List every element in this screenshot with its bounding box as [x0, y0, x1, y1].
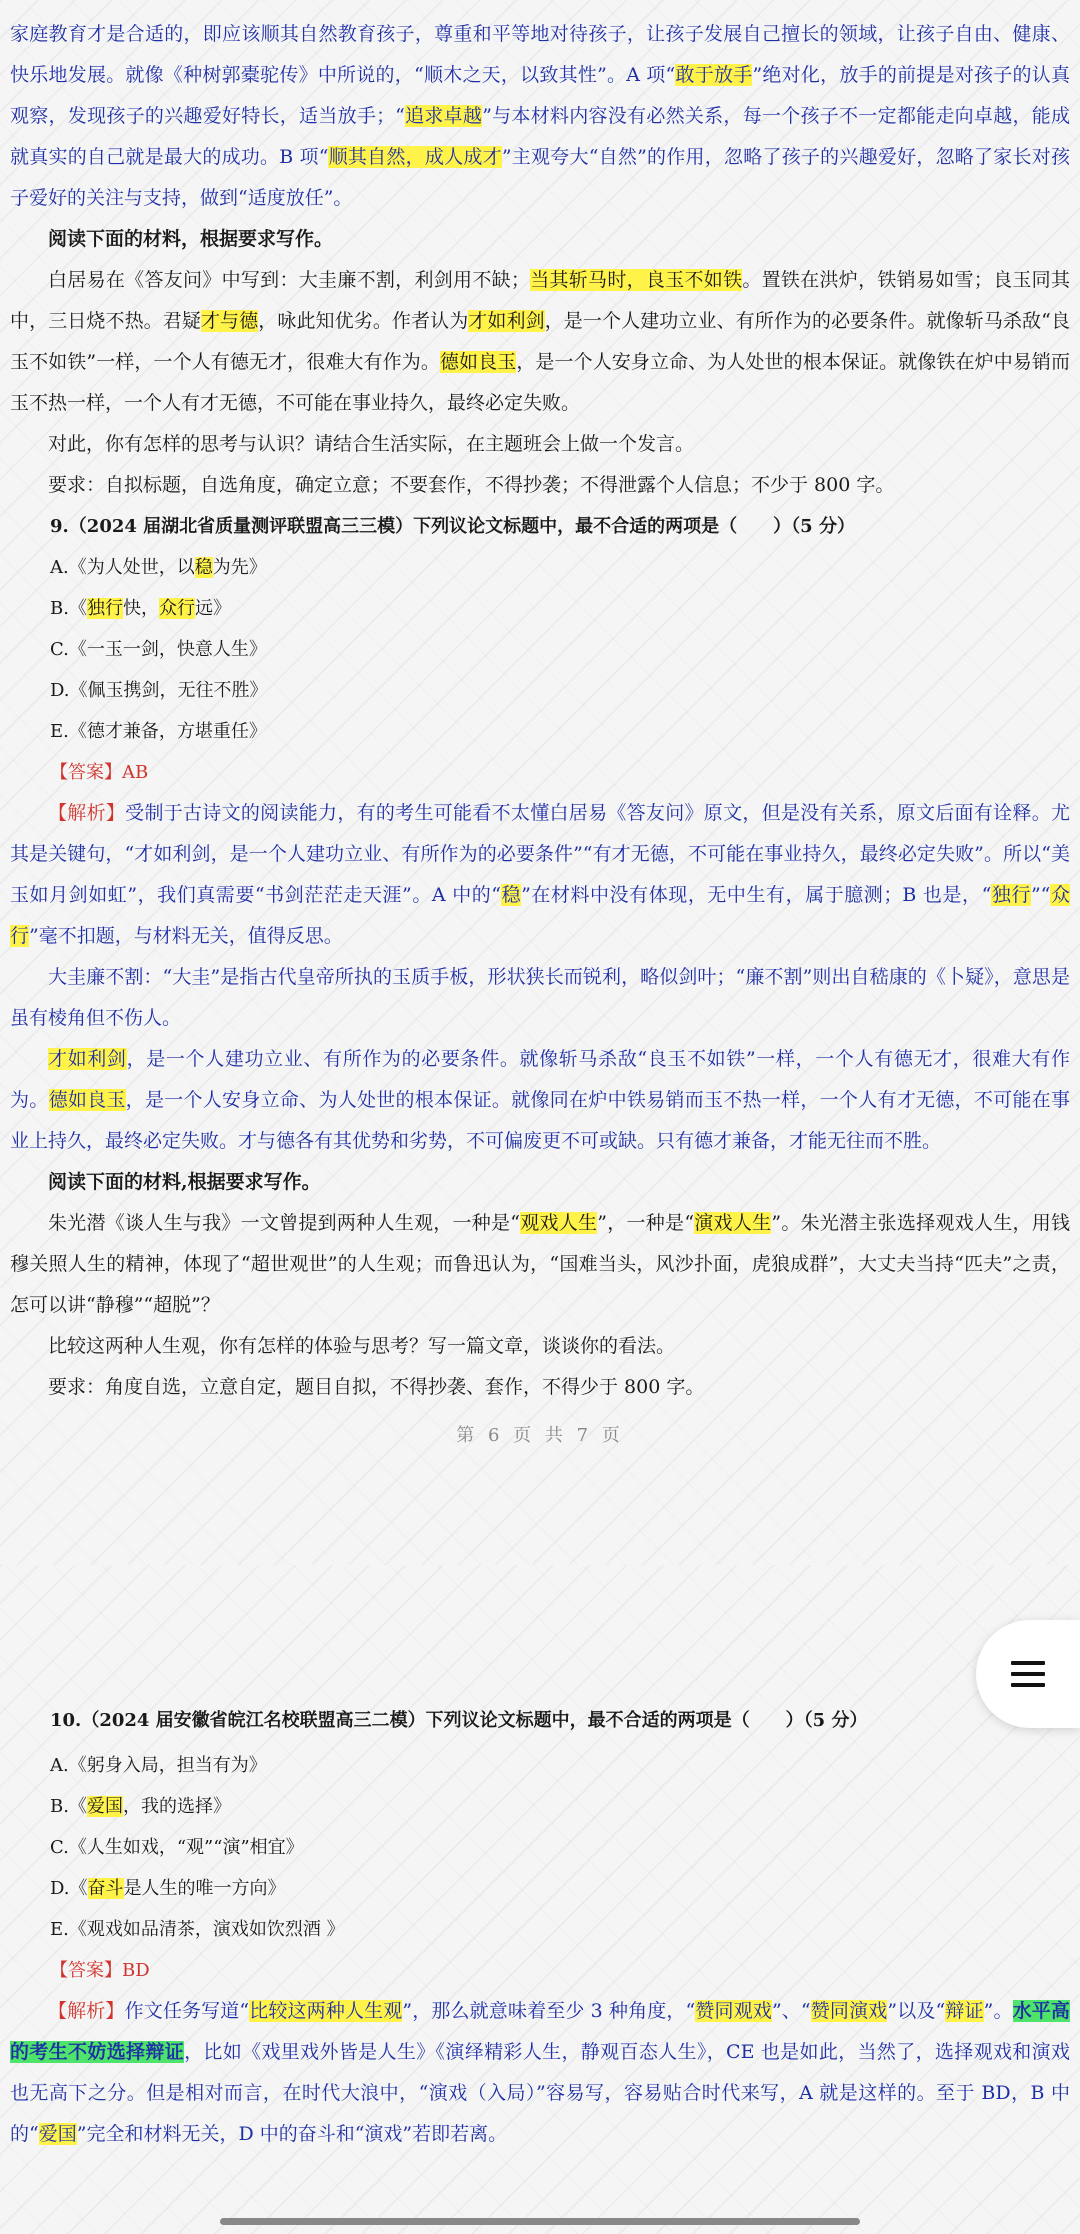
hamburger-menu-icon [1011, 1659, 1045, 1689]
highlighted-text: 爱国 [86, 1796, 123, 1817]
text-run: 为先》 [212, 557, 267, 578]
highlighted-text: 敢于放手 [675, 64, 753, 86]
text-run: ，是一个人安身立命、为人处世的根本保证。就像铁在炉中易销而玉不热一样，一个人有才无德，不可能在事业持久，最终必定失败。 [10, 351, 1070, 414]
text-run: 快， [122, 598, 159, 619]
option-c [10, 629, 1070, 670]
text-run: 是人生的唯一方向》 [123, 1878, 286, 1899]
text-run: ”。 [983, 2000, 1013, 2022]
text-run: ，比如《戏里戏外皆是人生》《演绎精彩人生，静观百态人生》，CE 也是如此，当然了，选择观戏和演戏也无高下之分。但是相对而言，在时代大浪中，“演戏（入局）”容易写，容易贴合时代来写，A 就是这样的。至于 BD，B 中的“ [10, 2041, 1070, 2145]
highlighted-text: 奋斗 [87, 1878, 124, 1899]
text-run: ”主观夸大“自然”的作用，忽略了孩子的兴趣爱好，忽略了家长对孩子爱好的关注与支持，做到“适度放任”。 [10, 146, 1070, 209]
option-a [10, 547, 1070, 588]
text-run: A.《为人处世，以 [50, 557, 195, 578]
highlighted-text: 才如利剑 [468, 310, 545, 332]
question-10-stem: 10.（2024 届安徽省皖江名校联盟高三二模）下列议论文标题中，最不合适的两项是（ ）（5 分） [50, 1710, 868, 1731]
text-run: 家庭教育才是合适的，即应该顺其自然教育孩子，尊重和平等地对待孩子，让孩子发展自己擅长的领域，让孩子自由、健康、快乐地发展。就像《种树郭橐驼传》中所说的，“顺木之天，以致其性”。A 项“ [10, 23, 1070, 86]
highlighted-text: 德如良玉 [48, 1089, 126, 1111]
text-run: ”完全和材料无关，D 中的奋斗和“演戏”若即若离。 [76, 2123, 508, 2145]
text-run: D.《 [50, 1878, 88, 1899]
highlighted-text: 众行 [10, 884, 1070, 947]
text-run: E.《德才兼备，方堪重任》 [50, 721, 267, 742]
option-b [10, 588, 1070, 629]
material-text [10, 260, 1070, 424]
option-e [10, 711, 1070, 752]
answer-label: 【答案】BD [50, 1960, 150, 1981]
text-run: ，我的选择》 [122, 1796, 231, 1817]
text-run: ”，一种是“ [597, 1212, 695, 1234]
text-run: 大圭廉不割：“大圭”是指古代皇帝所执的玉质手板，形状狭长而锐利，略似剑叶；“廉不割”则出自嵇康的《卜疑》，意思是虽有棱角但不伤人。 [10, 966, 1070, 1029]
text-run: ”以及“ [887, 2000, 946, 2022]
answer-label: 【答案】AB [50, 762, 149, 783]
text-run: 受制于古诗文的阅读能力，有的考生可能看不太懂白居易《答友问》原文，但是没有关系，原文后面有诠释。尤其是关键句，“才如利剑，是一个人建功立业、有所作为的必要条件”“有才无德，不可能在事业持久，最终必定失败”。所以“美玉如月剑如虹”，我们真需要“书剑茫茫走天涯”。A 中的“ [10, 802, 1070, 906]
writing-instruction: 阅读下面的材料,根据要求写作。 [48, 1171, 321, 1193]
text-run: 。置铁在洪炉，铁销易如雪；良玉同其中，三日烧不热。君疑 [10, 269, 1070, 332]
highlighted-text: 众行 [158, 598, 195, 619]
text-run: ”。朱光潜主张选择观戏人生，用钱穆关照人生的精神，体现了“超世观世”的人生观；而鲁迅认为，“国难当头，风沙扑面，虎狼成群”，大丈夫当持“匹夫”之责，怎可以讲“静穆”“超脱”？ [10, 1212, 1070, 1316]
menu-button[interactable] [976, 1620, 1080, 1728]
writing-prompt: 比较这两种人生观，你有怎样的体验与思考？写一篇文章，谈谈你的看法。 [48, 1335, 676, 1357]
text-run: B.《 [50, 598, 87, 619]
highlighted-text: 追求卓越 [404, 105, 483, 127]
text-run: 作文任务写道“ [124, 2000, 250, 2022]
option-b [10, 1786, 1070, 1827]
highlighted-text: 当其斩马时，良玉不如铁 [529, 269, 743, 291]
question-9-stem: 9.（2024 届湖北省质量测评联盟高三三模）下列议论文标题中，最不合适的两项是（ ）（5 分） [50, 516, 855, 537]
text-run: ，是一个人建功立业、有所作为的必要条件。就像斩马杀敌“良玉不如铁”一样，一个人有德无才，很难大有作为。 [10, 310, 1070, 373]
text-run: D.《佩玉携剑，无往不胜》 [50, 680, 268, 701]
text-run: A.《躬身入局，担当有为》 [50, 1755, 267, 1776]
text-run: 朱光潜《谈人生与我》一文曾提到两种人生观，一种是“ [48, 1212, 520, 1234]
option-d [10, 670, 1070, 711]
option-c [10, 1827, 1070, 1868]
analysis-paragraph [10, 1991, 1070, 2155]
highlighted-text: 才与德 [200, 310, 259, 332]
option-a [10, 1745, 1070, 1786]
highlighted-text: 辩证 [945, 2000, 984, 2022]
analysis-paragraph [10, 793, 1070, 957]
material-text [10, 1203, 1070, 1326]
highlighted-text: 稳 [501, 884, 522, 906]
text-run: ”毫不扣题，与材料无关，值得反思。 [29, 925, 343, 947]
home-indicator[interactable] [220, 2218, 860, 2225]
page-7 [0, 1565, 1080, 2234]
text-run: ，是一个人安身立命、为人处世的根本保证。就像同在炉中铁易销而玉不热一样，一个人有才无德，不可能在事业上持久，最终必定失败。才与德各有其优势和劣势，不可偏废更不可或缺。只有德才兼备，才能无往而不胜。 [10, 1089, 1070, 1152]
analysis-paragraph [10, 957, 1070, 1039]
text-run: ”“ [1030, 884, 1051, 906]
writing-prompt: 对此，你有怎样的思考与认识？请结合生活实际，在主题班会上做一个发言。 [48, 433, 695, 455]
text-run: ”、“ [771, 2000, 811, 2022]
highlighted-text: 水平高的考生不妨选择辩证 [10, 2000, 1070, 2063]
question-9-options [10, 547, 1070, 752]
highlighted-text: 爱国 [38, 2123, 77, 2145]
highlighted-text: 顺其自然，成人成才 [328, 146, 502, 168]
highlighted-text: 赞同演戏 [810, 2000, 888, 2022]
text-run: B.《 [50, 1796, 87, 1817]
option-d [10, 1868, 1070, 1909]
question-10-options [10, 1745, 1070, 1950]
text-run: ”，那么就意味着至少 3 种角度，“ [402, 2000, 696, 2022]
text-run: C.《人生如戏，“观”“演”相宜》 [50, 1837, 304, 1858]
text-run: ”在材料中没有体现，无中生有，属于臆测；B 也是，“ [521, 884, 992, 906]
analysis-label: 【解析】 [48, 802, 126, 824]
text-run: 远》 [194, 598, 231, 619]
analysis-paragraph [10, 1039, 1070, 1162]
highlighted-text: 赞同观戏 [695, 2000, 772, 2022]
text-run: ，是一个人建功立业、有所作为的必要条件。就像斩马杀敌“良玉不如铁”一样，一个人有德无才，很难大有作为。 [10, 1048, 1070, 1111]
highlighted-text: 观戏人生 [519, 1212, 598, 1234]
highlighted-text: 演戏人生 [694, 1212, 772, 1234]
text-run: C.《一玉一剑，快意人生》 [50, 639, 267, 660]
writing-instruction: 阅读下面的材料，根据要求写作。 [48, 228, 334, 250]
highlighted-text: 才如利剑 [48, 1048, 127, 1070]
writing-requirements: 要求：自拟标题，自选角度，确定立意；不要套作，不得抄袭；不得泄露个人信息；不少于 800 字。 [48, 474, 895, 496]
highlighted-text: 比较这两种人生观 [249, 2000, 403, 2022]
analysis-continued [10, 14, 1070, 219]
text-run: E.《观戏如品清茶，演戏如饮烈酒 》 [50, 1919, 345, 1940]
highlighted-text: 独行 [86, 598, 123, 619]
text-run: ”与本材料内容没有必然关系，每一个孩子不一定都能走向卓越，能成就真实的自己就是最大的成功。B 项“ [10, 105, 1071, 168]
text-run: 白居易在《答友问》中写到：大圭廉不割，利剑用不缺； [48, 269, 530, 291]
writing-requirements: 要求：角度自选，立意自定，题目自拟，不得抄袭、套作，不得少于 800 字。 [48, 1376, 705, 1398]
highlighted-text: 德如良玉 [439, 351, 517, 373]
text-run: ”绝对化，放手的前提是对孩子的认真观察，发现孩子的兴趣爱好特长，适当放手；“ [10, 64, 1071, 127]
page-number: 第 6 页 共 7 页 [456, 1425, 624, 1446]
option-e [10, 1909, 1070, 1950]
text-run: ，咏此知优劣。作者认为 [258, 310, 469, 332]
analysis-label: 【解析】 [48, 2000, 125, 2022]
highlighted-text: 稳 [194, 557, 213, 578]
highlighted-text: 独行 [991, 884, 1031, 906]
